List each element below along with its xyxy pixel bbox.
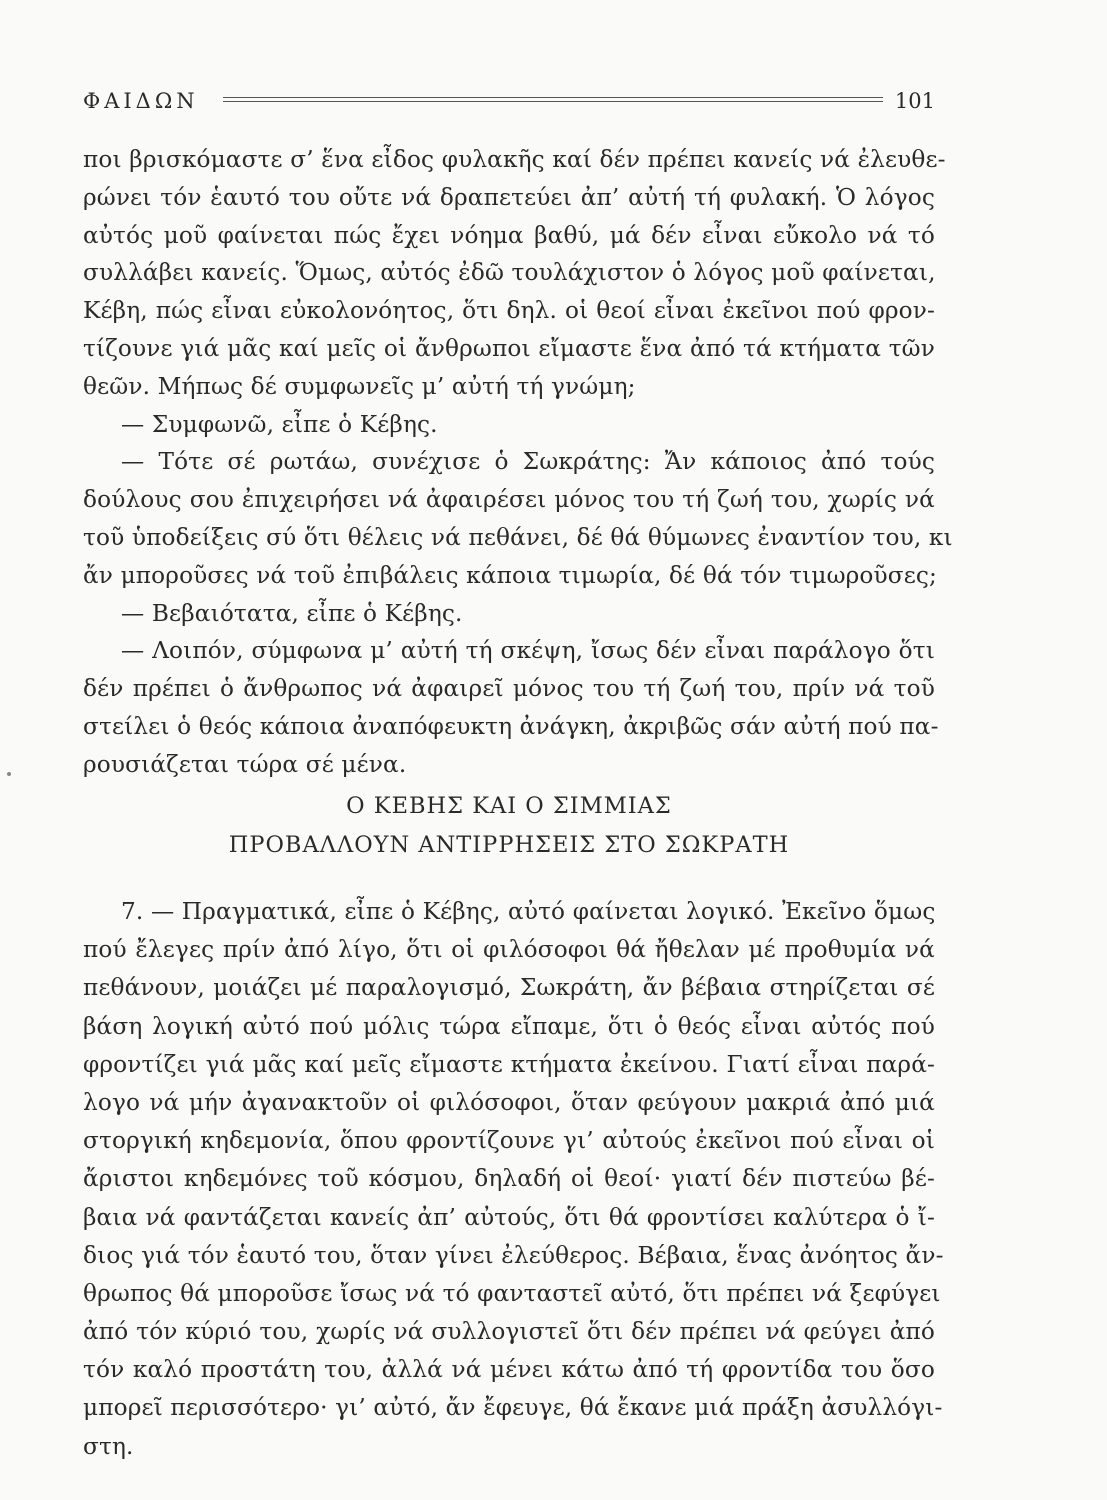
section-heading-line-1: Ο ΚΕΒΗΣ ΚΑΙ Ο ΣΙΜΜΙΑΣ xyxy=(346,793,672,819)
text-line: φροντίζει γιά μᾶς καί μεῖς εἴμαστε κτήματα ἐκείνου. Γιατί εἶναι παρά- xyxy=(83,1050,935,1078)
text-line: διος γιά τόν ἑαυτό του, ὅταν γίνει ἐλεύθερος. Βέβαια, ἕνας ἀνόητος ἄν- xyxy=(83,1241,944,1269)
page-number: 101 xyxy=(894,89,935,113)
text-line: πεθάνουν, μοιάζει μέ παραλογισμό, Σωκράτη, ἄν βέβαια στηρίζεται σέ xyxy=(83,974,935,1002)
text-line: θεῶν. Μήπως δέ συμφωνεῖς μ’ αὐτή τή γνώμη; xyxy=(83,372,636,400)
text-line: βάση λογική αὐτό πού μόλις τώρα εἴπαμε, ὅτι ὁ θεός εἶναι αὐτός πού xyxy=(83,1012,935,1040)
text-line: αὐτός μοῦ φαίνεται πώς ἔχει νόημα βαθύ, μά δέν εἶναι εὔκολο νά τό xyxy=(83,221,935,249)
header-double-rule xyxy=(223,97,883,102)
text-line: στοργική κηδεμονία, ὅπου φροντίζουνε γι’ αὐτούς ἐκεῖνοι πού εἶναι οἱ xyxy=(83,1127,935,1155)
text-line: πού ἔλεγες πρίν ἀπό λίγο, ὅτι οἱ φιλόσοφοι θά ἤθελαν μέ προθυμία νά xyxy=(83,936,935,964)
text-line: ἄριστοι κηδεμόνες τοῦ κόσμου, δηλαδή οἱ θεοί· γιατί δέν πιστεύω βέ- xyxy=(83,1165,935,1193)
text-line: δέν πρέπει ὁ ἄνθρωπος νά ἀφαιρεῖ μόνος του τή ζωή του, πρίν νά τοῦ xyxy=(83,675,935,703)
text-line: στη. xyxy=(83,1432,134,1460)
text-line: ποι βρισκόμαστε σ’ ἕνα εἶδος φυλακῆς καί δέν πρέπει κανείς νά ἐλευθε- xyxy=(83,146,946,173)
body-text-section-2 xyxy=(83,893,944,1466)
scan-speck xyxy=(7,772,11,776)
text-line: τοῦ ὑποδείξεις σύ ὅτι θέλεις νά πεθάνει, δέ θά θύμωνες ἐναντίον του, κι xyxy=(83,523,953,551)
text-line: ρουσιάζεται τώρα σέ μένα. xyxy=(83,750,407,778)
text-line: — Λοιπόν, σύμφωνα μ’ αὐτή τή σκέψη, ἴσως δέν εἶναι παράλογο ὅτι xyxy=(121,637,935,665)
text-line: ἀπό τόν κύριό του, χωρίς νά συλλογιστεῖ ὅτι δέν πρέπει νά φεύγει ἀπό xyxy=(83,1318,935,1346)
text-line: συλλάβει κανείς. Ὅμως, αὐτός ἐδῶ τουλάχιστον ὁ λόγος μοῦ φαίνεται, xyxy=(83,259,936,287)
text-line: — Βεβαιότατα, εἶπε ὁ Κέβης. xyxy=(121,599,463,627)
text-line: τόν καλό προστάτη του, ἀλλά νά μένει κάτω ἀπό τή φροντίδα του ὅσο xyxy=(83,1356,935,1384)
text-line: λογο νά μήν ἀγανακτοῦν οἱ φιλόσοφοι, ὅταν φεύγουν μακριά ἀπό μιά xyxy=(83,1088,935,1116)
text-line: βαια νά φαντάζεται κανείς ἀπ’ αὐτούς, ὅτι θά φροντίσει καλύτερα ὁ ἴ- xyxy=(83,1203,935,1231)
running-title: ΦΑΙΔΩΝ xyxy=(83,89,199,113)
text-line: στείλει ὁ θεός κάποια ἀναπόφευκτη ἀνάγκη, ἀκριβῶς σάν αὐτή πού πα- xyxy=(83,712,939,740)
text-line: μπορεῖ περισσότερο· γι’ αὐτό, ἄν ἔφευγε, θά ἔκανε μιά πράξη ἀσυλλόγι- xyxy=(83,1394,943,1422)
section-heading-line-2: ΠΡΟΒΑΛΛΟΥΝ ΑΝΤΙΡΡΗΣΕΙΣ ΣΤΟ ΣΩΚΡΑΤΗ xyxy=(228,832,790,858)
text-line: 7. — Πραγματικά, εἶπε ὁ Κέβης, αὐτό φαίνεται λογικό. Ἐκεῖνο ὅμως xyxy=(121,898,936,925)
text-line: θρωπος θά μποροῦσε ἴσως νά τό φανταστεῖ αὐτό, ὅτι πρέπει νά ξεφύγει xyxy=(83,1279,941,1307)
running-head xyxy=(83,84,935,116)
text-line: ἄν μποροῦσες νά τοῦ ἐπιβάλεις κάποια τιμωρία, δέ θά τόν τιμωροῦσες; xyxy=(83,561,938,589)
body-text-section-1 xyxy=(83,141,953,784)
text-line: τίζουνε γιά μᾶς καί μεῖς οἱ ἄνθρωποι εἴμαστε ἕνα ἀπό τά κτήματα τῶν xyxy=(83,334,935,362)
text-line: ρώνει τόν ἑαυτό του οὔτε νά δραπετεύει ἀπ’ αὐτή τή φυλακή. Ὁ λόγος xyxy=(83,183,935,211)
text-line: — Συμφωνῶ, εἶπε ὁ Κέβης. xyxy=(121,410,438,438)
text-line: — Τότε σέ ρωτάω, συνέχισε ὁ Σωκράτης: Ἄν κάποιος ἀπό τούς xyxy=(121,448,935,476)
text-line: Κέβη, πώς εἶναι εὐκολονόητος, ὅτι δηλ. οἱ θεοί εἶναι ἐκεῖνοι πού φρον- xyxy=(83,297,935,325)
text-line: δούλους σου ἐπιχειρήσει νά ἀφαιρέσει μόνος του τή ζωή του, χωρίς νά xyxy=(83,486,935,514)
